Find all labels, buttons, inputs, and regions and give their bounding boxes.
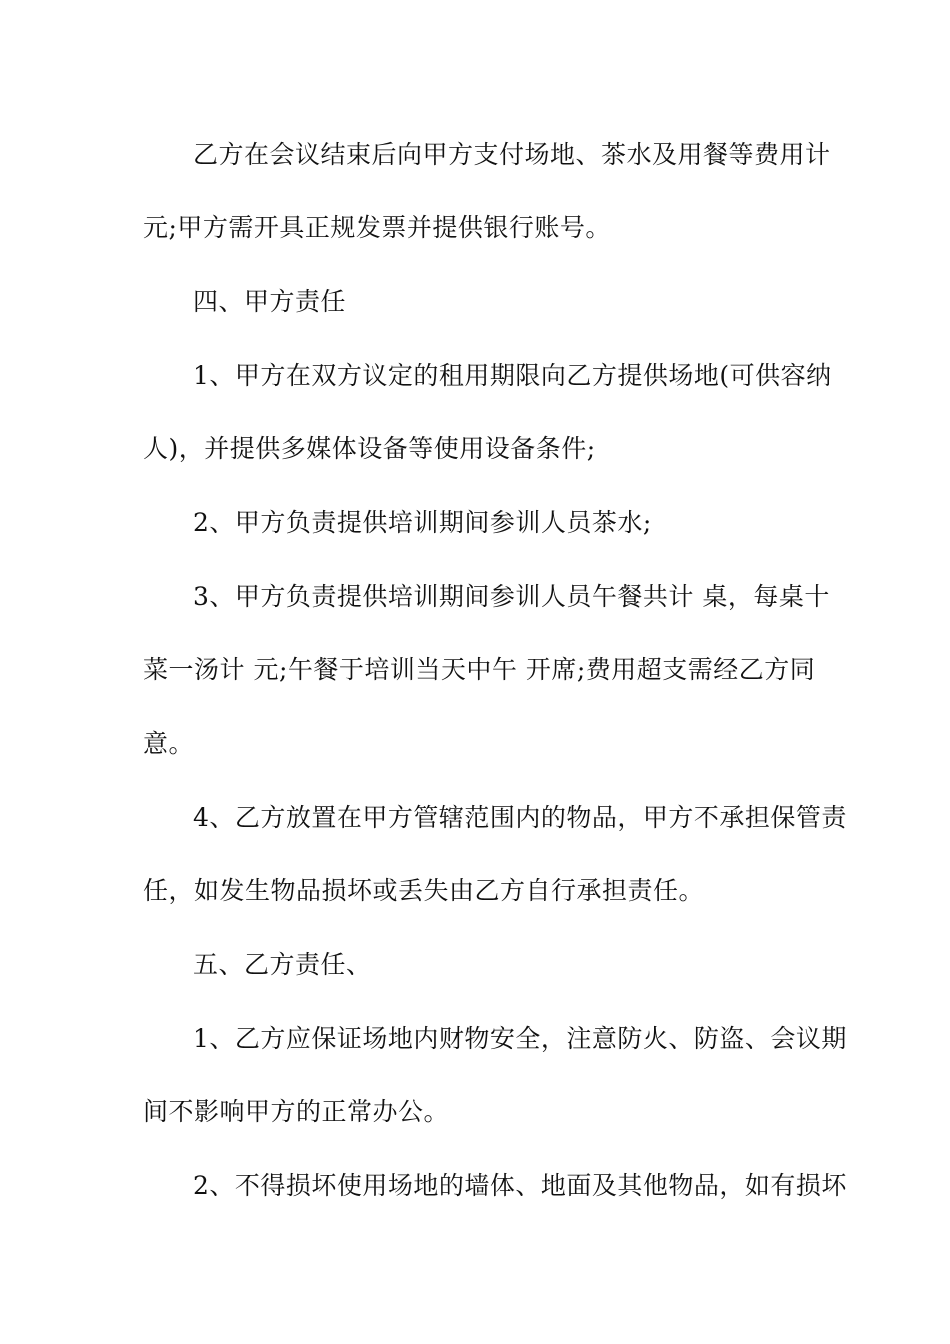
party-a-item-2: 2、甲方负责提供培训期间参训人员茶水; (193, 508, 652, 537)
paragraph-payment-line-1: 乙方在会议结束后向甲方支付场地、茶水及用餐等费用计 (193, 140, 831, 169)
party-b-item-1-line-1: 1、乙方应保证场地内财物安全，注意防火、防盗、会议期 (193, 1024, 847, 1053)
party-a-item-4-line-1: 4、乙方放置在甲方管辖范围内的物品，甲方不承担保管责 (193, 803, 847, 832)
party-a-item-3-line-2: 菜一汤计 元;午餐于培训当天中午 开席;费用超支需经乙方同 (143, 655, 816, 684)
section-heading-party-a: 四、甲方责任 (193, 287, 347, 316)
party-a-item-1-line-2: 人)，并提供多媒体设备等使用设备条件; (143, 434, 596, 463)
party-a-item-3-line-1: 3、甲方负责提供培训期间参训人员午餐共计 桌，每桌十 (193, 582, 830, 611)
party-b-item-2-line-1: 2、不得损坏使用场地的墙体、地面及其他物品，如有损坏 (193, 1171, 847, 1200)
section-heading-party-b: 五、乙方责任、 (193, 950, 372, 979)
party-a-item-4-line-2: 任，如发生物品损坏或丢失由乙方自行承担责任。 (143, 876, 705, 905)
party-b-item-1-line-2: 间不影响甲方的正常办公。 (143, 1097, 450, 1126)
party-a-item-1-line-1: 1、甲方在双方议定的租用期限向乙方提供场地(可供容纳 (193, 361, 832, 390)
party-a-item-3-line-3: 意。 (143, 729, 195, 758)
paragraph-payment-line-2: 元;甲方需开具正规发票并提供银行账号。 (143, 213, 611, 242)
